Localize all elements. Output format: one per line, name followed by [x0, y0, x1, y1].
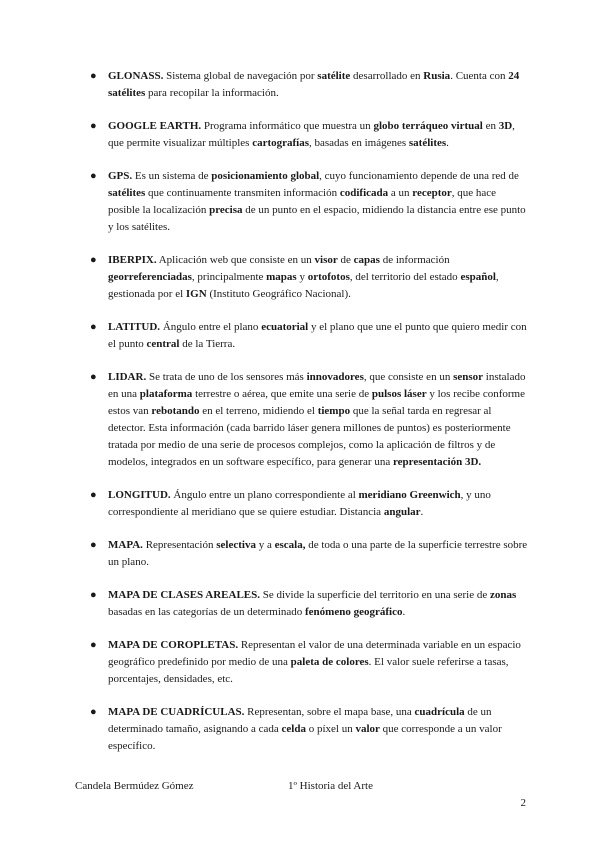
definition-keyword: globo terráqueo virtual — [373, 120, 483, 132]
definition-keyword: cartografías — [252, 137, 309, 149]
definition-text: instalado en una — [108, 371, 526, 400]
definition-text: basadas en las categorías de un determinado — [108, 606, 306, 618]
definition-text: , basadas en imágenes — [309, 137, 409, 149]
definition-keyword: selectiva — [216, 539, 256, 551]
definition-text: de toda o una parte de la superficie terrestre sobre un plano. — [108, 539, 528, 568]
glossary-term: LATITUD. — [108, 321, 161, 333]
definition-keyword: plataforma — [139, 388, 193, 400]
definition-text: que corresponde a un valor específico. — [108, 723, 502, 752]
definition-text: , principalmente — [191, 271, 267, 283]
definition-text: Ángulo entre el plano — [160, 321, 262, 333]
definition-text: Programa informático que muestra un — [201, 120, 374, 132]
definition-keyword: paleta de colores — [290, 656, 369, 668]
glossary-term: MAPA DE COROPLETAS. — [108, 639, 239, 651]
definition-keyword: posicionamiento global — [211, 170, 320, 182]
definition-keyword: cuadrícula — [414, 706, 465, 718]
definition-text: , gestionada por el — [108, 271, 499, 300]
glossary-entry — [90, 319, 530, 353]
definition-text: . — [420, 506, 424, 518]
definition-keyword: capas — [353, 254, 380, 266]
bullet-icon: ● — [90, 70, 97, 82]
definition-text: que la señal tarda en regresar al detector. Esta información (cada barrido láser genera millones de puntos) es posteriormente tratada por medio de una serie de procesos complejos, como la aplicación de filtros y de modelos, integrados en un software específico, para generar una — [108, 405, 511, 468]
definition-text: que continuamente transmiten información — [145, 187, 340, 199]
definition-text: , cuyo funcionamiento depende de una red de — [319, 170, 519, 182]
definition-keyword: celda — [281, 723, 306, 735]
definition-text: , del territorio del estado — [349, 271, 461, 283]
definition-keyword: rebotando — [151, 405, 200, 417]
definition-text: . Cuenta con — [450, 70, 509, 82]
definition-text: Se divide la superficie del territorio en una serie de — [260, 589, 490, 601]
definition-text: Representan, sobre el mapa base, una — [244, 706, 415, 718]
glossary-entry — [90, 118, 530, 152]
glossary-list — [90, 68, 530, 771]
definition-text: de — [337, 254, 354, 266]
bullet-icon: ● — [90, 120, 97, 132]
definition-keyword: satélites — [108, 187, 146, 199]
definition-keyword: ortofotos — [307, 271, 350, 283]
definition-keyword: valor — [355, 723, 380, 735]
definition-text: Representan el valor de una determinada variable en un espacio geográfico predefinido por medio de una — [108, 639, 521, 668]
definition-keyword: representación 3D. — [392, 456, 482, 468]
definition-text: Representación — [142, 539, 217, 551]
definition-text: , que consiste en un — [363, 371, 454, 383]
glossary-entry — [90, 587, 530, 621]
definition-text: , que hace posible la localización — [108, 187, 497, 216]
page-number: 2 — [520, 797, 526, 809]
definition-text: a un — [388, 187, 413, 199]
definition-text: Aplicación web que consiste en un — [156, 254, 315, 266]
definition-keyword: 3D — [498, 120, 513, 132]
definition-text: y los recibe conforme estos van — [108, 388, 525, 417]
definition-text: , que permite visualizar múltiples — [108, 120, 515, 149]
bullet-icon: ● — [90, 539, 97, 551]
definition-text: Ángulo entre un plano correspondiente al — [170, 489, 359, 501]
definition-keyword: español — [460, 271, 496, 283]
footer-author: Candela Bermúdez Gómez — [75, 780, 194, 792]
footer-course: 1º Historia del Arte — [288, 780, 373, 792]
definition-keyword: codificada — [339, 187, 389, 199]
glossary-entry — [90, 369, 530, 471]
definition-keyword: receptor — [412, 187, 452, 199]
definition-text: Se trata de uno de los sensores más — [146, 371, 307, 383]
glossary-entry — [90, 487, 530, 521]
definition-text: en el terreno, midiendo el — [199, 405, 318, 417]
definition-text: de un punto en el espacio, midiendo la distancia entre ese punto y los satélites. — [108, 204, 526, 233]
definition-keyword: central — [146, 338, 180, 350]
bullet-icon: ● — [90, 254, 97, 266]
glossary-term: MAPA DE CUADRÍCULAS. — [108, 706, 245, 718]
definition-text: . — [446, 137, 449, 149]
bullet-icon: ● — [90, 706, 97, 718]
definition-keyword: IGN — [185, 288, 207, 300]
bullet-icon: ● — [90, 371, 97, 383]
definition-text: de información — [379, 254, 450, 266]
glossary-term: LIDAR. — [108, 371, 147, 383]
definition-text: desarrollado en — [350, 70, 424, 82]
glossary-entry — [90, 68, 530, 102]
glossary-entry — [90, 637, 530, 688]
bullet-icon: ● — [90, 321, 97, 333]
definition-text: de un determinado tamaño, asignando a cada — [108, 706, 492, 735]
definition-text: (Instituto Geográfico Nacional). — [206, 288, 351, 300]
definition-keyword: angular — [383, 506, 421, 518]
bullet-icon: ● — [90, 489, 97, 501]
definition-keyword: georreferenciadas — [108, 271, 192, 283]
definition-text: y a — [255, 539, 275, 551]
definition-keyword: satélites — [408, 137, 447, 149]
definition-keyword: ecuatorial — [261, 321, 309, 333]
definition-text: y el plano que une el punto que quiero medir con el punto — [108, 321, 527, 350]
definition-keyword: zonas — [490, 589, 517, 601]
definition-keyword: fenómeno geográfico — [305, 606, 403, 618]
definition-text: Es un sistema de — [132, 170, 212, 182]
definition-text: y — [296, 271, 308, 283]
definition-keyword: innovadores — [306, 371, 364, 383]
definition-text: de la Tierra. — [179, 338, 236, 350]
definition-text: o píxel un — [305, 723, 356, 735]
glossary-term: MAPA. — [108, 539, 143, 551]
definition-text: , y uno correspondiente al meridiano que se quiere estudiar. Distancia — [108, 489, 491, 518]
definition-text: terrestre o aérea, que emite una serie de — [192, 388, 372, 400]
glossary-term: GOOGLE EARTH. — [108, 120, 202, 132]
glossary-term: MAPA DE CLASES AREALES. — [108, 589, 260, 601]
definition-keyword: tiempo — [317, 405, 351, 417]
definition-text: Sistema global de navegación por — [163, 70, 318, 82]
definition-keyword: meridiano Greenwich — [358, 489, 461, 501]
definition-keyword: sensor — [453, 371, 484, 383]
glossary-term: GLONASS. — [108, 70, 164, 82]
glossary-entry — [90, 537, 530, 571]
glossary-term: LONGITUD. — [108, 489, 171, 501]
glossary-entry — [90, 704, 530, 755]
bullet-icon: ● — [90, 639, 97, 651]
definition-keyword: Rusia — [423, 70, 451, 82]
definition-keyword: satélite — [317, 70, 351, 82]
bullet-icon: ● — [90, 589, 97, 601]
definition-text: en — [482, 120, 499, 132]
definition-keyword: precisa — [209, 204, 243, 216]
definition-keyword: mapas — [266, 271, 297, 283]
definition-text: para recopilar la información. — [145, 87, 279, 99]
definition-text: . — [402, 606, 406, 618]
bullet-icon: ● — [90, 170, 97, 182]
glossary-term: GPS. — [108, 170, 133, 182]
definition-keyword: 24 satélites — [108, 70, 520, 99]
definition-keyword: escala, — [274, 539, 306, 551]
glossary-entry — [90, 252, 530, 303]
glossary-entry — [90, 168, 530, 236]
definition-keyword: pulsos láser — [371, 388, 427, 400]
definition-text: . El valor suele referirse a tasas, porcentajes, densidades, etc. — [108, 656, 509, 685]
glossary-term: IBERPIX. — [108, 254, 157, 266]
definition-keyword: visor — [314, 254, 338, 266]
